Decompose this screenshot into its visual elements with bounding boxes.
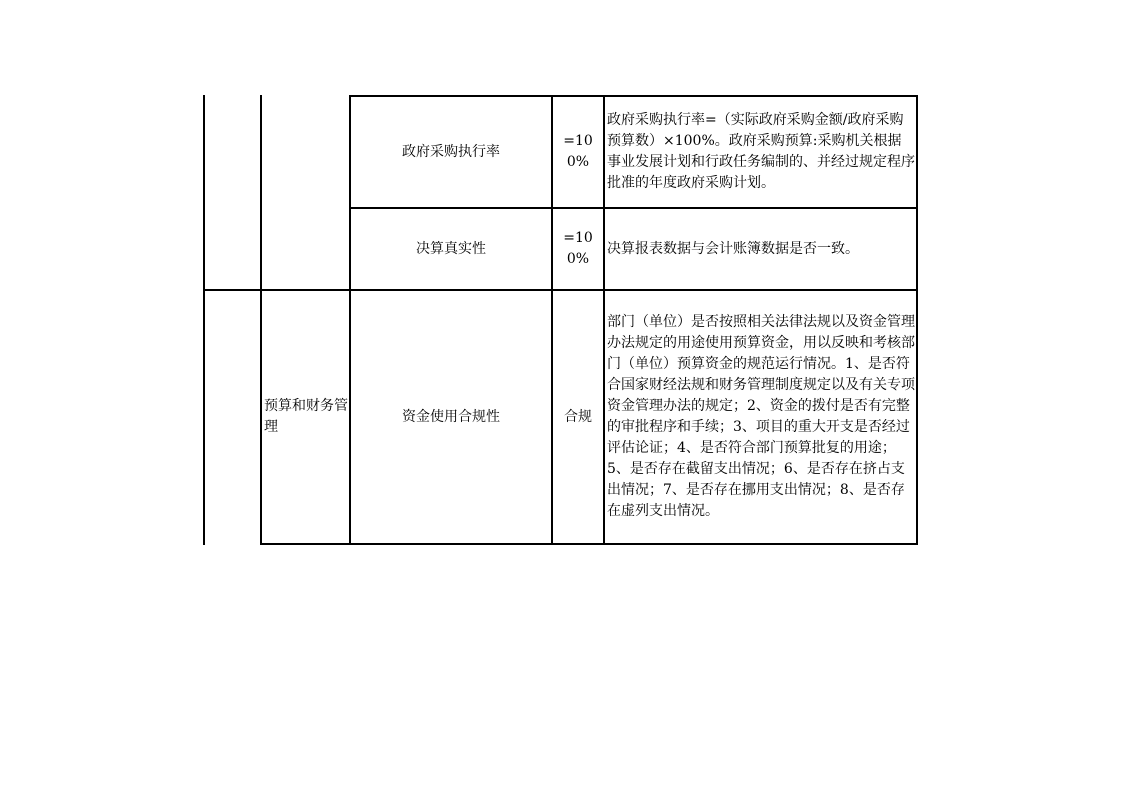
table-border-bottom [260, 543, 918, 545]
target-cell: 合规 [564, 408, 592, 425]
table-row [351, 291, 551, 543]
target-cell: =100% [563, 230, 593, 267]
category-cell: 预算和财务管理 [264, 398, 348, 435]
table-border-col4 [603, 95, 605, 545]
description-cell-wrap [607, 291, 915, 543]
description-cell: 部门（单位）是否按照相关法律法规以及资金管理办法规定的用途使用预算资金，用以反映和考核部门（单位）预算资金的规范运行情况。1、是否符合国家财经法规和财务管理制度规定以及有关专项资金管理办法的规定；2、资金的拨付是否有完整的审批程序和手续；3、项目的重大开支是否经过评估论证；4、是否符合部门预算批复的用途；5、是否存在截留支出情况；6、是否存在挤占支出情况；7、是否存在挪用支出情况；8、是否存在虚列支出情况。 [607, 314, 915, 519]
table-border-right [916, 95, 918, 545]
category-cell-wrap [264, 291, 348, 543]
target-cell-wrap [553, 209, 603, 289]
table-row [351, 209, 551, 289]
description-cell: 政府采购执行率=（实际政府采购金额/政府采购预算数）×100%。政府采购预算:采购机关根据事业发展计划和行政任务编制的、并经过规定程序批准的年度政府采购计划。 [607, 112, 915, 191]
target-cell-wrap [553, 291, 603, 543]
description-cell-wrap [607, 209, 915, 289]
indicator-cell: 政府采购执行率 [402, 143, 500, 160]
table-border-left [203, 95, 205, 545]
indicator-cell: 决算真实性 [416, 240, 486, 257]
table-border-col1 [260, 95, 262, 545]
description-cell-wrap [607, 97, 915, 207]
target-cell-wrap [553, 97, 603, 207]
table-row [351, 97, 551, 207]
description-cell: 决算报表数据与会计账簿数据是否一致。 [607, 240, 859, 257]
indicator-cell: 资金使用合规性 [402, 408, 500, 425]
target-cell: =100% [563, 133, 593, 170]
